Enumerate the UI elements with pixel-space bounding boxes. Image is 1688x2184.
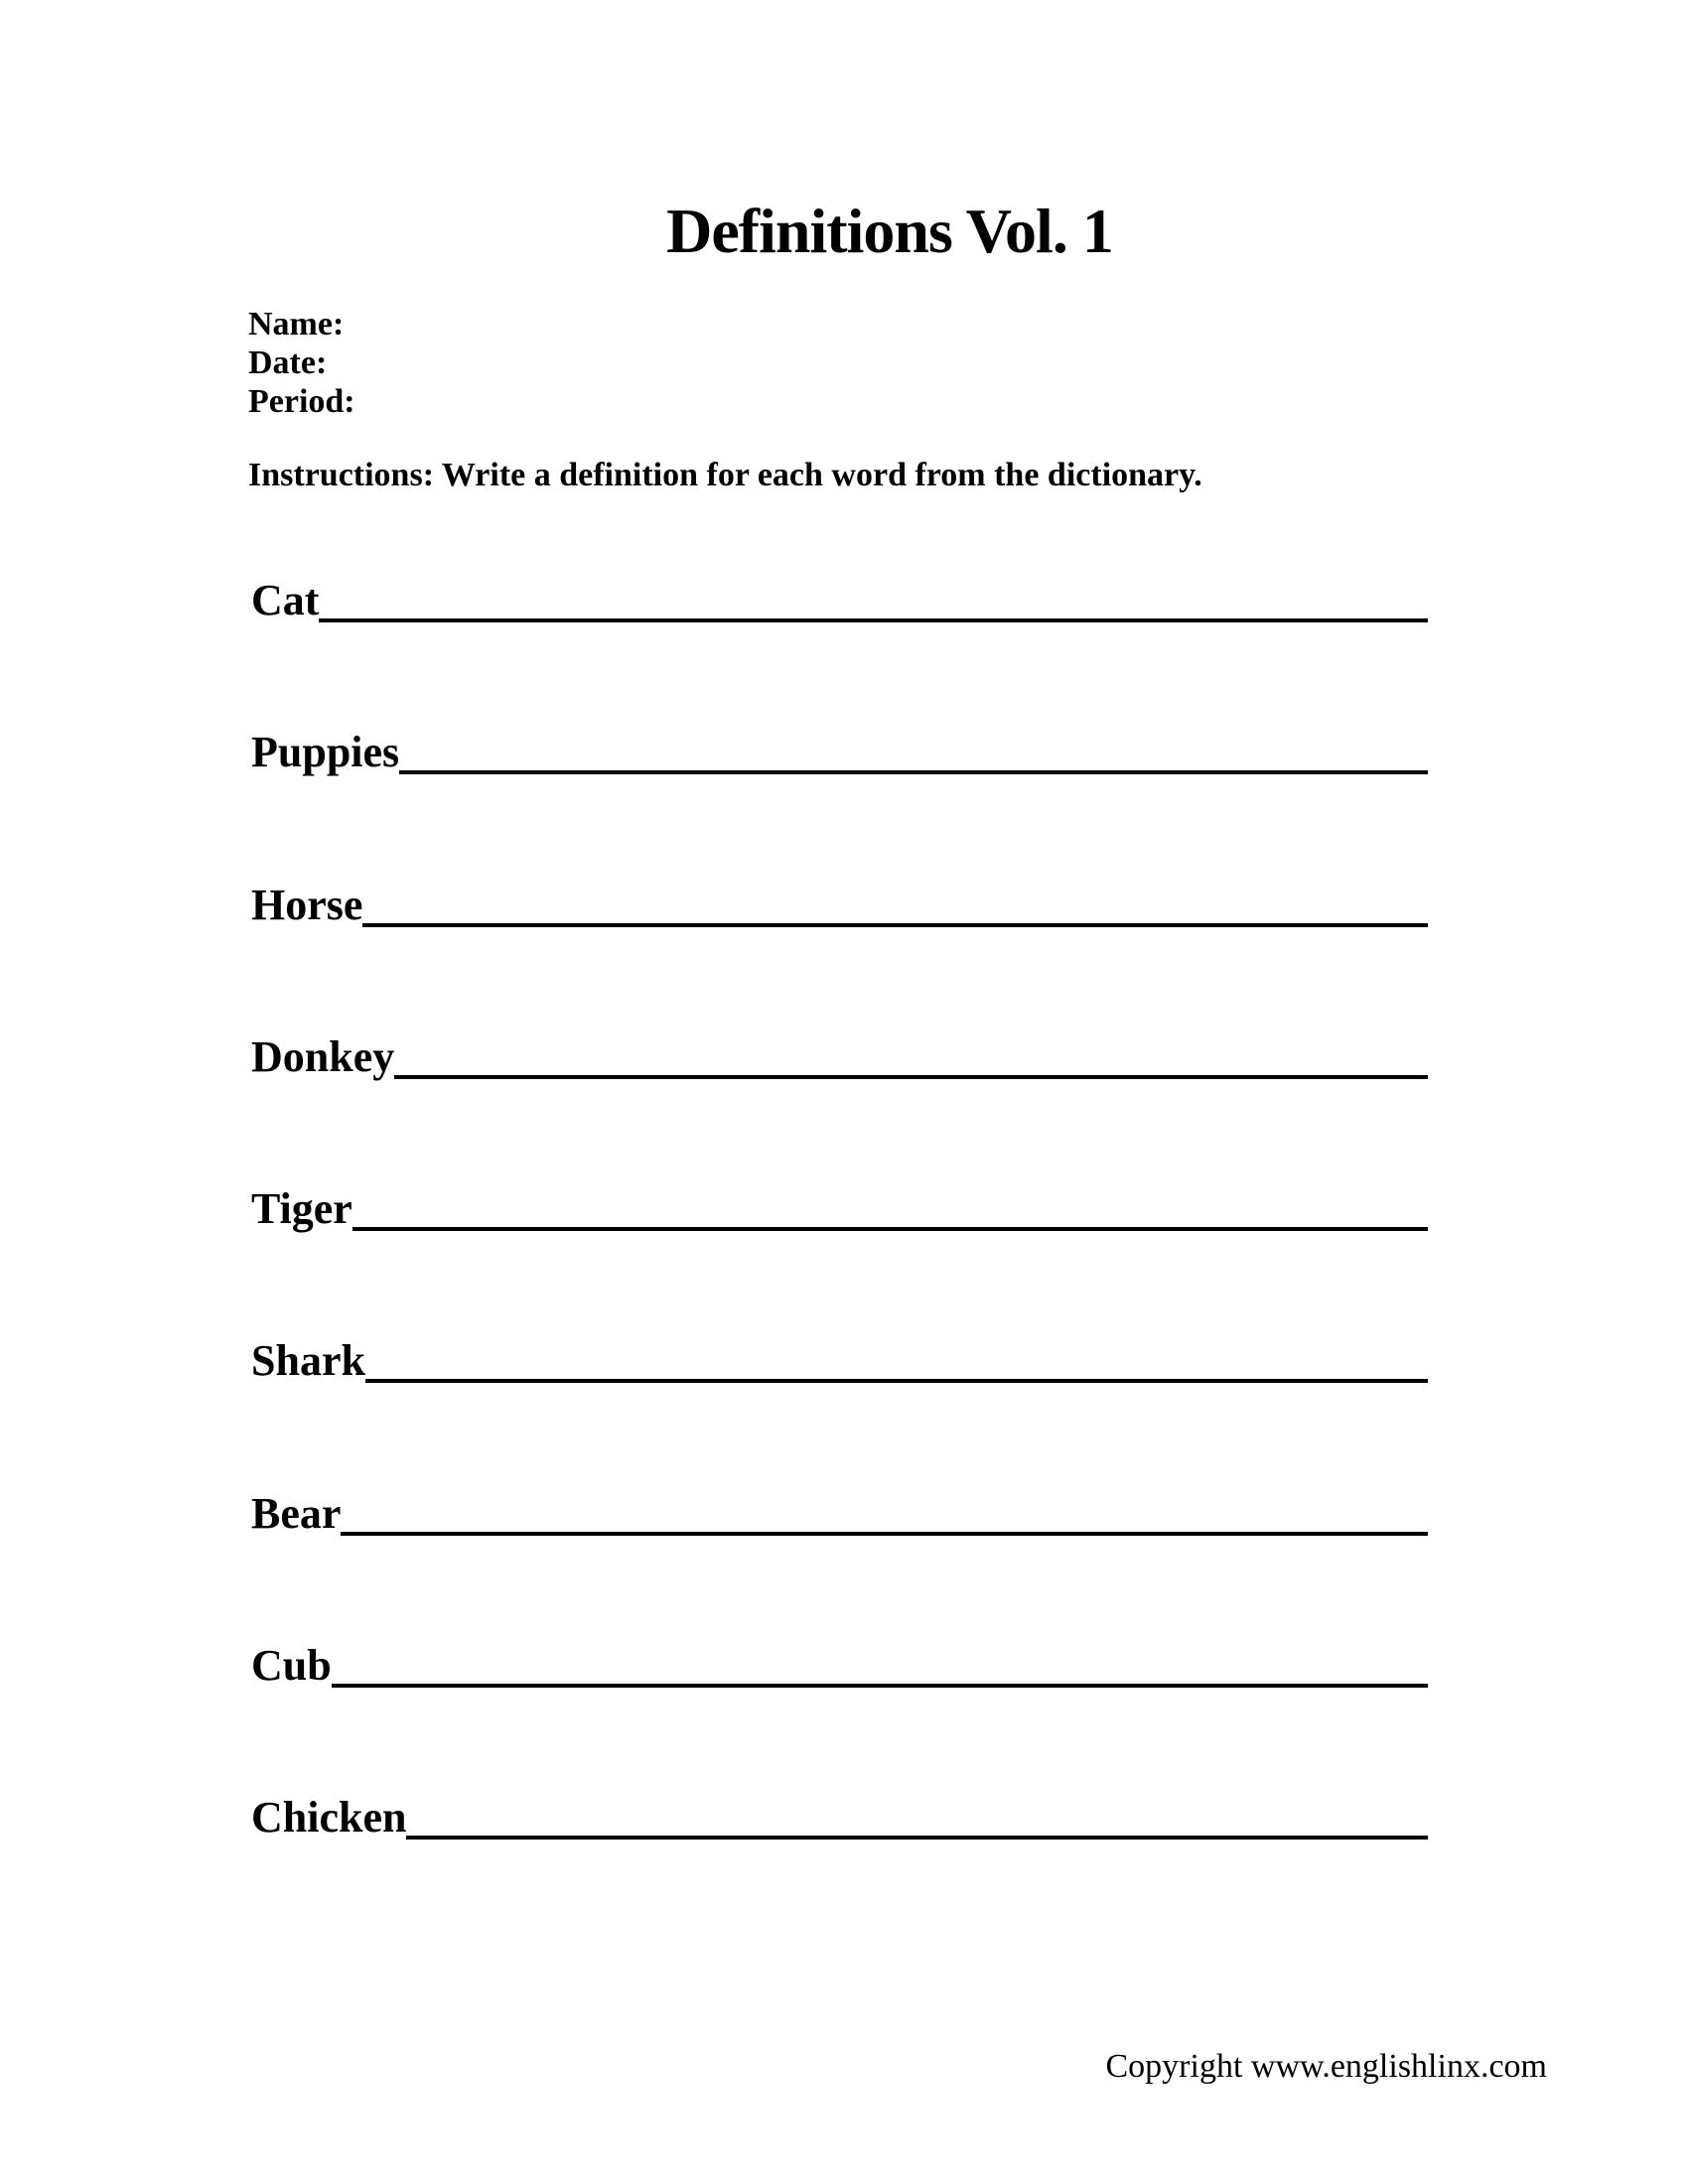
word-label: Shark xyxy=(251,1336,365,1385)
word-label: Cub xyxy=(251,1641,332,1690)
instructions-text: Instructions: Write a definition for each word from the dictionary. xyxy=(248,457,1202,493)
definition-blank xyxy=(352,1171,1428,1231)
word-row xyxy=(251,1171,1428,1231)
copyright-text: Copyright www.englishlinx.com xyxy=(1105,2048,1547,2085)
word-label: Horse xyxy=(251,881,363,929)
word-row xyxy=(251,1020,1428,1079)
page-title: Definitions Vol. 1 xyxy=(666,196,1113,266)
definition-blank xyxy=(332,1628,1428,1688)
word-row xyxy=(251,1628,1428,1688)
date-field-label: Date: xyxy=(248,344,328,381)
definition-blank xyxy=(406,1780,1428,1840)
word-label: Puppies xyxy=(251,728,400,776)
word-label: Tiger xyxy=(251,1184,352,1233)
word-row xyxy=(251,1780,1428,1840)
definition-blank xyxy=(365,1323,1428,1383)
definition-blank xyxy=(399,715,1428,774)
word-row xyxy=(251,563,1428,622)
word-label: Chicken xyxy=(251,1793,407,1842)
word-label: Donkey xyxy=(251,1032,395,1081)
word-row xyxy=(251,715,1428,774)
header-fields xyxy=(248,305,355,421)
word-row xyxy=(251,1323,1428,1383)
definition-blank xyxy=(362,868,1428,927)
word-row xyxy=(251,1476,1428,1536)
period-field-label: Period: xyxy=(248,383,355,420)
word-row xyxy=(251,868,1428,927)
definition-blank xyxy=(394,1020,1428,1079)
word-label: Cat xyxy=(251,576,320,624)
name-field-label: Name: xyxy=(248,306,345,342)
word-label: Bear xyxy=(251,1489,342,1538)
definition-blank xyxy=(341,1476,1428,1536)
definition-blank xyxy=(319,563,1428,622)
